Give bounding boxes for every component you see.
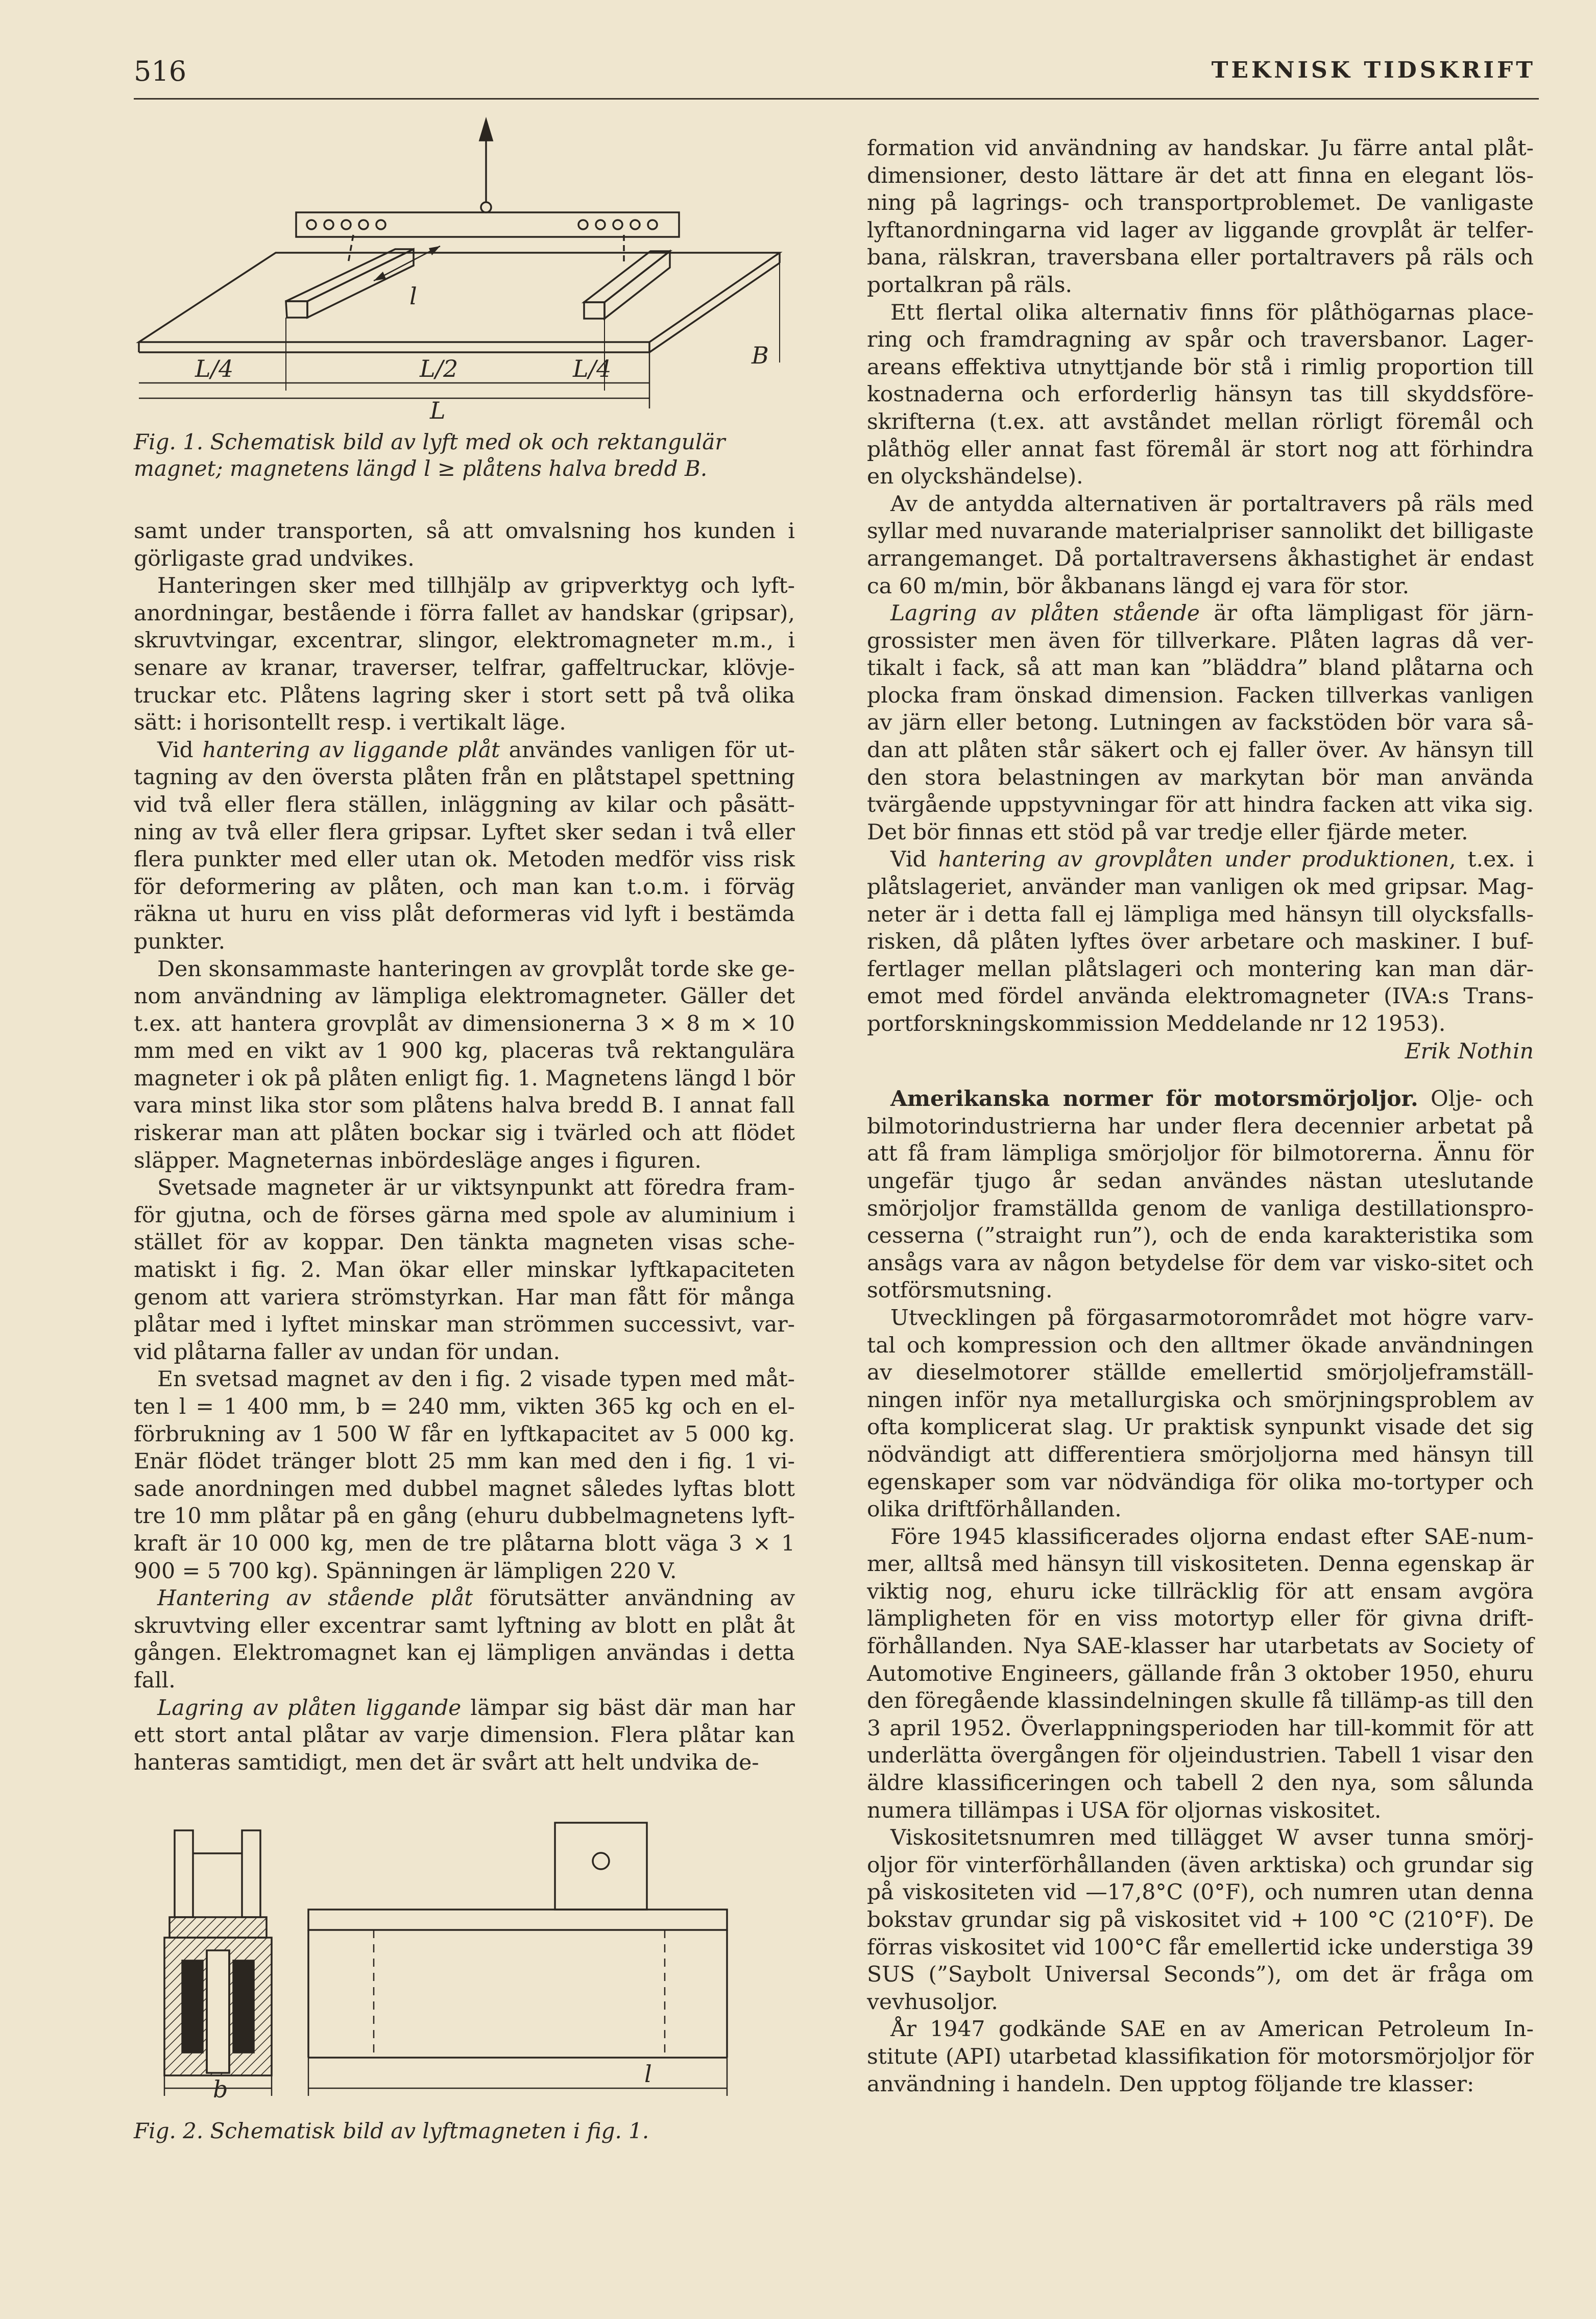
right-paragraph-9: Viskositetsnumren med tillägget W avser tunna smörj-oljor för vinterförhållanden (även arktiska) och grundar sig på viskositeten vid —17,8°C (0°F), och numren utan denna bokstav grundar sig på viskositet vid + 100 °C (210°F). De förras viskositet vid 100°C får emellertid icke understiga 39 SUS (”Saybolt Universal Seconds”), om det är fråga om vevhusoljor. — [867, 1825, 1534, 2015]
left-paragraph-2: Hanteringen sker med tillhjälp av gripverktyg och lyft-anordningar, bestående i förra fallet av handskar (gripsar), skruvtvingar, excentrar, slingor, elektromagneter m.m., i senare av kranar, traverser, telfrar, gaffeltruckar, klövje-truckar etc. Plåtens lagring sker i stort sett på två olika sätt: i horisontellt resp. i vertikalt läge. — [134, 573, 795, 736]
header-rule — [134, 98, 1539, 100]
lift-arrow — [480, 120, 492, 140]
right-paragraph-5: Vid hantering av grovplåten under produktionen, t.ex. i plåtslageriet, använder man vanligen ok med gripsar. Mag-neter är i detta fall ej lämpliga med hänsyn till olycksfalls-risken, då plåten lyftes över arbetare och maskiner. I buf-fertlager mellan plåtslageri och montering kan man där-emot med fördel använda elektromagneter (IVA:s Trans-portforskningskommission Meddelande nr 12 1953). — [867, 847, 1534, 1036]
fig1-label-breadth: B — [752, 342, 769, 369]
fig1-label-quarter-left: L/4 — [195, 355, 234, 382]
right-paragraph-3: Av de antydda alternativen är portaltravers på räls med syllar med nuvarande materialpriser sannolikt det billigaste arrangemanget. Då portaltraversens åkhastighet är endast ca 60 m/min, bör åkbanans längd ej vara för stor. — [867, 491, 1534, 599]
article-heading: Amerikanska normer för motorsmörjoljor. — [890, 1086, 1418, 1112]
figure-2-diagram — [134, 1818, 792, 2104]
figure-1-diagram — [134, 112, 792, 424]
fig1-label-quarter-right: L/4 — [573, 355, 612, 382]
fig1-label-half: L/2 — [420, 355, 458, 382]
left-paragraph-6: En svetsad magnet av den i fig. 2 visade typen med måt-ten l = 1 400 mm, b = 240 mm, vikten 365 kg och en el-förbrukning av 1 500 W får en lyftkapacitet av 5 000 kg. Enär flödet tränger blott 25 mm kan med den i fig. 1 vi-sade anordningen med dubbel magnet således lyftas blott tre 10 mm plåtar på en gång (ehuru dubbelmagnetens lyft-kraft är 10 000 kg, men de tre plåtarna blott väga 3 × 1 900 = 5 700 kg). Spänningen är lämpligen 220 V. — [134, 1367, 795, 1584]
right-paragraph-2: Ett flertal olika alternativ finns för plåthögarnas place-ring och framdragning av spår och traversbanor. Lager-areans effektiva utnyttjande bör stå i rimlig proportion till kostnaderna och erforderlig hänsyn tas till skyddsföre-skrifterna (t.ex. att avståndet mellan rörligt föremål och plåthög eller annat fast föremål är stort nog att förhindra en olyckshändelse). — [867, 300, 1534, 490]
left-paragraph-4: Den skonsammaste hanteringen av grovplåt torde ske ge-nom användning av lämpliga elektromagneter. Gäller det t.ex. att hantera grovplåt av dimensionerna 3 × 8 m × 10 mm med en vikt av 1 900 kg, placeras två rektangulära magneter i ok på plåten enligt fig. 1. Magnetens längd l bör vara minst lika stor som plåtens halva bredd B. I annat fall riskerar man att plåten bockar sig i tvärled och att flödet släpper. Magneternas inbördesläge anges i figuren. — [134, 956, 795, 1173]
fig1-label-l: l — [409, 282, 417, 310]
journal-title: TEKNISK TIDSKRIFT — [1211, 57, 1536, 83]
left-paragraph-1: samt under transporten, så att omvalsning hos kunden i görligaste grad undvikes. — [134, 519, 795, 571]
author-signature: Erik Nothin — [1405, 1038, 1534, 1064]
figure-2-caption: Fig. 2. Schematisk bild av lyftmagneten i fig. 1. — [134, 2118, 649, 2143]
right-paragraph-6: Amerikanska normer för motorsmörjoljor. Olje- och bilmotorindustrierna har under flera decennier arbetat på att få fram lämpliga smörjoljor för bilmotorerna. Ännu för ungefär tjugo år sedan användes nästan uteslutande smörjoljor framställda genom de vanliga destillationspro-cesserna (”straight run”), och de enda karakteristika som ansågs vara av någon betydelse för dem var visko-sitet och sotförsmutsning. — [867, 1086, 1534, 1303]
yoke-holes-left — [307, 220, 385, 229]
left-paragraph-7: Hantering av stående plåt förutsätter användning av skruvtving eller excentrar samt lyftning av blott en plåt åt gången. Elektromagnet kan ej lämpligen användas i detta fall. — [134, 1586, 795, 1693]
magnet-cross-section — [164, 1830, 272, 2075]
left-paragraph-3: Vid hantering av liggande plåt användes vanligen för ut-tagning av den översta plåten från en plåtstapel spettning vid två eller flera ställen, inläggning av kilar och påsätt-ning av två eller flera gripsar. Lyftet sker sedan i två eller flera punkter med eller utan ok. Metoden medför viss risk för deformering av plåten, och man kan t.o.m. i förväg räkna ut huru en viss plåt deformeras vid lyft i bestämda punkter. — [134, 737, 795, 954]
fig1-label-length: L — [430, 397, 446, 424]
magnet-side-view — [308, 1823, 727, 2058]
right-magnet — [584, 251, 670, 319]
right-paragraph-1: formation vid användning av handskar. Ju färre antal plåt-dimensioner, desto lättare är det att finna en elegant lös-ning på lagrings- och transportproblemet. De vanligaste lyftanordningarna vid lager av liggande grovplåt är telfer-bana, rälskran, traversbana eller portaltravers på räls och portalkran på räls. — [867, 136, 1534, 298]
hook-eye — [481, 202, 491, 212]
right-paragraph-7: Utvecklingen på förgasarmotorområdet mot högre varv-tal och kompression och den alltmer ökade användningen av dieselmotorer ställde emellertid smörjoljeframställ-ningen inför nya metallurgiska och smörjningsproblem av ofta komplicerat slag. Ur praktisk synpunkt visade det sig nödvändigt att differentiera smörjoljorna med hänsyn till egenskaper som var nödvändiga för olika mo-tortyper och olika driftförhållanden. — [867, 1305, 1534, 1523]
left-paragraph-8: Lagring av plåten liggande lämpar sig bäst där man har ett stort antal plåtar av varje dimension. Flera plåtar kan hanteras samtidigt, men det är svårt att helt undvika de- — [134, 1695, 795, 1775]
right-paragraph-10: År 1947 godkände SAE en av American Petroleum In-stitute (API) utarbetad klassifikation för motorsmörjoljor för användning i handeln. Den upptog följande tre klasser: — [867, 2017, 1534, 2097]
right-paragraph-4: Lagring av plåten stående är ofta lämpligast för järn-grossister men även för tillverkare. Plåten lagras då ver-tikalt i fack, så att man kan ”bläddra” bland plåtarna och plocka fram önskad dimension. Facken tillverkas vanligen av järn eller betong. Lutningen av fackstöden bör vara så-dan att plåten står säkert och ej faller över. Av hänsyn till den stora belastningen av markytan bör man använda tvärgående uppstyvningar för att hindra facken att vika sig. Det bör finnas ett stöd på var tredje eller fjärde meter. — [867, 601, 1534, 845]
yoke-holes-right — [578, 220, 657, 229]
left-paragraph-5: Svetsade magneter är ur viktsynpunkt att föredra fram-för gjutna, och de förses gärna med spole av aluminium i stället för av koppar. Den tänkta magneten visas sche-matiskt i fig. 2. Man ökar eller minskar lyftkapaciteten genom att variera strömstyrkan. Har man fått för många plåtar med i lyftet minskar man strömmen successivt, var-vid plåtarna faller av undan för undan. — [134, 1175, 795, 1365]
page-number: 516 — [134, 55, 187, 87]
right-column — [867, 135, 1534, 2098]
figure-1-caption: Fig. 1. Schematisk bild av lyft med ok och rektangulär magnet; magnetens längd l ≥ plåtens halva bredd B. — [134, 429, 726, 481]
fig2-label-l: l — [644, 2060, 652, 2088]
right-paragraph-8: Före 1945 klassificerades oljorna endast efter SAE-num-mer, alltså med hänsyn till viskositeten. Denna egenskap är viktig nog, ehuru icke tillräcklig för att ensam avgöra lämpligheten för en viss motortyp eller för givna drift-förhållanden. Nya SAE-klasser har utarbetats av Society of Automotive Engineers, gällande från 3 oktober 1950, ehuru den föregående klassindelningen skulle få tillämp-as till den 3 april 1952. Överlappningsperioden har till-kommit för att underlätta övergången för oljeindustrien. Tabell 1 visar den äldre klassificeringen och tabell 2 den nya, som sålunda numera tillämpas i USA för oljornas viskositet. — [867, 1524, 1534, 1823]
fig2-label-b: b — [213, 2075, 228, 2103]
left-column — [134, 518, 795, 1776]
